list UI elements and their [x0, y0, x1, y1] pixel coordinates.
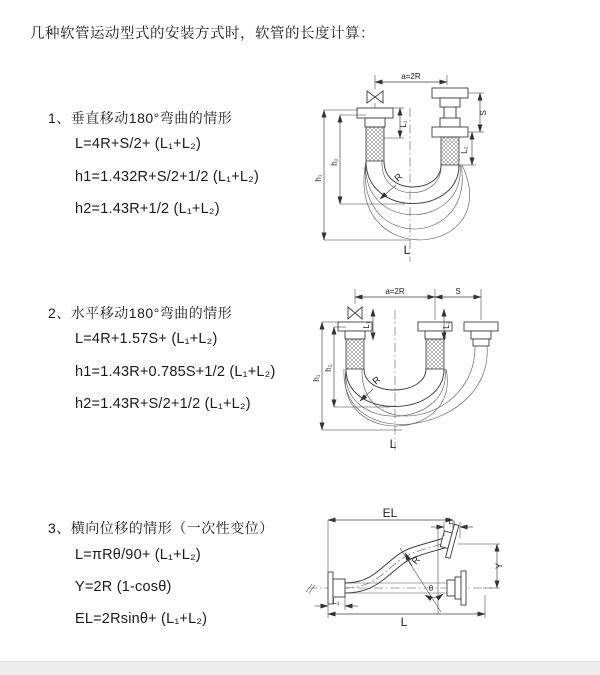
- section-1-formula-l: L=4R+S/2+ (L₁+L₂): [75, 136, 201, 152]
- length-label-l: L: [389, 437, 397, 451]
- diagram-horizontal-180-bend: [310, 282, 600, 454]
- section-2-formula-l: L=4R+1.57S+ (L₁+L₂): [75, 331, 218, 347]
- dim-label-l: L: [400, 615, 408, 629]
- radius-label-r: R: [370, 374, 384, 388]
- right-hose-fitting: [464, 322, 498, 346]
- right-flange: [447, 571, 466, 605]
- section-3-formula-y: Y=2R (1-cosθ): [75, 579, 172, 595]
- dim-label-l1: L₁: [332, 597, 340, 606]
- dim-label-h1: h₁: [314, 174, 323, 182]
- dim-label-l1: L₁: [362, 321, 371, 329]
- section-3-formula-l: L=πRθ/90+ (L₁+L₂): [75, 547, 201, 563]
- diagram-vertical-180-bend: [310, 68, 600, 268]
- valve-icon: [348, 307, 362, 319]
- dim-label-el: EL: [382, 506, 398, 520]
- dim-label-l2: L₂: [442, 321, 451, 329]
- dim-label-h1: h₁: [312, 374, 321, 382]
- section-2-heading: 2、水平移动180°弯曲的情形: [48, 305, 233, 321]
- dim-label-h2: h₂: [324, 364, 333, 372]
- angle-label-theta: θ: [428, 584, 434, 593]
- radius-label-r: R: [392, 171, 406, 185]
- u-bend-hose: [344, 346, 487, 426]
- braided-hose-section: [441, 137, 459, 165]
- angle-leg-line: [400, 548, 441, 612]
- section-1-formula-h1: h1=1.432R+S/2+1/2 (L₁+L₂): [75, 169, 260, 185]
- dim-label-l2: L₂: [460, 146, 469, 154]
- u-bend-hose: [364, 161, 470, 240]
- dim-label-s: S: [479, 110, 488, 116]
- section-3-heading: 3、横向位移的情形（一次性变位）: [48, 520, 274, 536]
- centerline-break-mark: [306, 584, 315, 593]
- upper-flange: [438, 522, 459, 558]
- page-title: 几种软管运动型式的安装方式时，软管的长度计算：: [30, 26, 375, 42]
- valve-icon: [367, 91, 383, 103]
- dim-label-y: Y: [494, 562, 505, 570]
- diagram-lateral-displacement: [300, 500, 600, 650]
- radius-leader-arrow: [360, 389, 373, 401]
- length-label-l: L: [403, 243, 411, 257]
- dim-label-s: S: [455, 287, 461, 296]
- left-hose-fitting: [357, 108, 393, 161]
- braided-hose-section: [366, 127, 384, 161]
- dim-label-a2r: a=2R: [401, 72, 421, 81]
- section-1-heading: 1、垂直移动180°弯曲的情形: [48, 110, 233, 126]
- radius-label-r: R: [409, 554, 423, 567]
- dim-label-a2r: a=2R: [385, 287, 405, 296]
- dim-label-l2: L₂: [448, 517, 456, 526]
- dim-label-l1: L₁: [399, 120, 408, 128]
- dim-label-h2: h₂: [330, 158, 339, 166]
- hose-displaced-position: [345, 537, 450, 593]
- section-3-formula-el: EL=2Rsinθ+ (L₁+L₂): [75, 611, 208, 627]
- scan-edge-strip: [0, 661, 600, 675]
- section-2-formula-h1: h1=1.43R+0.785S+1/2 (L₁+L₂): [75, 364, 276, 380]
- radius-leader-arrow: [380, 185, 396, 199]
- section-1-formula-h2: h2=1.43R+1/2 (L₁+L₂): [75, 201, 220, 217]
- braided-hose-section: [346, 339, 364, 369]
- section-2-formula-h2: h2=1.43R+S/2+1/2 (L₁+L₂): [75, 396, 251, 412]
- braided-hose-section: [426, 339, 444, 369]
- angle-arc: [425, 594, 443, 597]
